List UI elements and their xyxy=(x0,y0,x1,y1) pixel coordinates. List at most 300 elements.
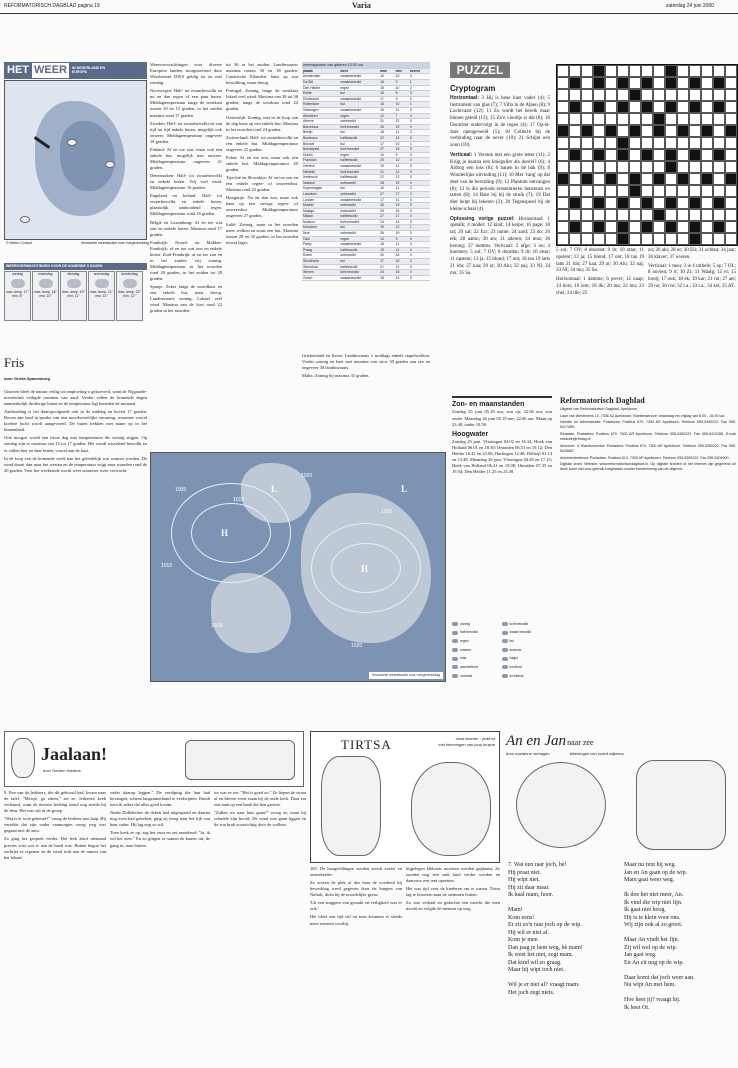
anenjan-title: An en Jan xyxy=(506,733,566,749)
crossword-cell xyxy=(605,149,617,161)
table-row: De Bilt zwaarbewolkt 16 9 1 xyxy=(302,80,430,86)
crossword-cell xyxy=(629,161,641,173)
crossword-cell xyxy=(605,161,617,173)
masthead xyxy=(0,0,738,14)
weather-symbol-icon xyxy=(452,648,458,652)
crossword-cell xyxy=(581,173,593,185)
table-row: Nice onbewolkt 26 19 0 xyxy=(302,231,430,237)
weather-title-weer: WEER xyxy=(34,64,67,77)
poem-line: Hij is te klein voor ons. xyxy=(624,914,681,921)
poem-line xyxy=(508,900,618,908)
legend-item: regen xyxy=(452,637,499,645)
crossword-cell xyxy=(617,89,629,101)
crossword-cell xyxy=(665,65,677,77)
crossword-cell xyxy=(617,77,629,89)
crossword-cell xyxy=(641,113,653,125)
crossword-cell xyxy=(569,113,581,125)
legend-item: sneeuw xyxy=(502,646,549,654)
crossword-cell xyxy=(593,173,605,185)
crossword-cell xyxy=(593,233,605,245)
crossword-cell xyxy=(617,185,629,197)
crossword-cell xyxy=(593,77,605,89)
crossword-cell xyxy=(641,149,653,161)
crossword-cell xyxy=(617,221,629,233)
crossword-cell xyxy=(605,209,617,221)
legend-item: occlusie xyxy=(452,672,499,680)
crossword-cell xyxy=(689,221,701,233)
crossword-cell xyxy=(581,233,593,245)
crossword-grid xyxy=(556,64,738,246)
table-row: Helsinki licht bewolkt 21 12 0 xyxy=(302,169,430,175)
crossword-cell xyxy=(569,197,581,209)
crossword-cell xyxy=(713,161,725,173)
low-pressure-label: L xyxy=(271,484,278,494)
legend-item: licht bewolkt xyxy=(502,620,549,628)
crossword-cell xyxy=(581,101,593,113)
map-caption: Verwachte weersituatie voor morgenmiddag xyxy=(369,672,443,679)
crossword-cell xyxy=(629,77,641,89)
crossword-cell xyxy=(665,209,677,221)
crossword-cell xyxy=(569,185,581,197)
crossword-cell xyxy=(581,161,593,173)
crossword-cell xyxy=(725,233,737,245)
poem-line: Ik heet Ot. xyxy=(624,1004,650,1011)
crossword-cell xyxy=(677,65,689,77)
crossword-cell xyxy=(581,137,593,149)
forecast-day: donderdag max. temp. 22° min. 12° xyxy=(116,271,143,321)
table-row: Praag halfbewolkt 19 11 0 xyxy=(302,247,430,253)
table-row: Lissabon onbewolkt 27 17 0 xyxy=(302,191,430,197)
paper-name: REFORMATORISCH DAGBLAD pagina 19 xyxy=(4,3,100,10)
crossword-cell xyxy=(725,173,737,185)
legend-item: luchtdruk xyxy=(502,672,549,680)
legend-item: hagel xyxy=(502,655,549,663)
crossword-cell xyxy=(689,185,701,197)
crossword-cell xyxy=(677,101,689,113)
poem-line: Hij wipt niet. xyxy=(508,877,540,883)
table-row: Berlijn bui 18 11 2 xyxy=(302,130,430,136)
crossword-cell xyxy=(605,185,617,197)
poem-line: Hij wil er niet af. xyxy=(508,929,550,936)
map-credit: © Meteo Consult Verwachte weersituatie voor morgenmiddag xyxy=(6,241,149,245)
crossword-cell xyxy=(557,161,569,173)
crossword-cell xyxy=(689,149,701,161)
forecast-day: maandag max. temp. 18° min. 10° xyxy=(32,271,59,321)
crossword-cell xyxy=(701,161,713,173)
crossword-cell xyxy=(593,185,605,197)
legend-item: half bewolkt xyxy=(452,629,499,637)
sun-moon-title: Zon- en maanstanden xyxy=(452,401,525,408)
forecast-header: WEERSVERWACHTINGEN VOOR DE KOMENDE 5 DAGEN xyxy=(4,263,147,270)
crossword-cell xyxy=(617,101,629,113)
weather-symbol-icon xyxy=(502,622,508,626)
crossword-cell xyxy=(593,113,605,125)
crossword-cell xyxy=(677,233,689,245)
crossword-cell xyxy=(689,233,701,245)
crossword-cell xyxy=(557,65,569,77)
europe-forecast-col2: tot 36 in het zuiden. Landinwaarts maxima tussen 30 en 38 graden. Canarische Eilanden: kans op wat bewolking, maar droog. Portugal: Zonnig, lange de westkust lokaal veel wind. Maxima van 30 tot 36 graden, lange de westkust rond 24 graden. Oostenrijk: Zonnig, met in de loop van de dag kans op een enkele bui. Maxima in het noorden rond 24 graden. Zwitserland: Half- tot zwaarbewolkt en een enkele bui. Middagtemperatuur ongeveer 21 graden. Polen: Af en toe zon, maar ook een enkele bui. Middagtemperatuur 20 graden. Tsjechië en Slowakije: Af en toe zon en een enkele regen- of onweersbui. Maxima rond 22 graden. Hongarije: Nu en dan zon, maar ook kans op een stevige regen- of onweersbui. Middagtemperatuur ongeveer 27 graden. Italië: Zonnig, maar in het noorden meer wolken en soms een bui. Maxima tussen 28 en 35 graden, in het noorden ietwat lager. xyxy=(226,62,298,245)
table-row: Eelde bui 15 8 3 xyxy=(302,91,430,97)
poem-line: Mam! xyxy=(508,907,523,913)
crossword-cell xyxy=(713,209,725,221)
crossword-cell xyxy=(677,221,689,233)
table-row: Zürich zwaarbewolkt 18 10 0 xyxy=(302,275,430,281)
crossword-cell xyxy=(617,149,629,161)
crossword-cell xyxy=(569,233,581,245)
tirtsa-title: TIRTSA xyxy=(341,737,392,752)
tide-title: Hoogwater xyxy=(452,430,489,438)
weather-symbol-icon xyxy=(452,665,458,669)
crossword-cell xyxy=(629,125,641,137)
high-pressure-label: H xyxy=(221,528,229,538)
crossword-cell xyxy=(617,65,629,77)
weather-banner xyxy=(4,62,147,79)
crossword-cell xyxy=(653,113,665,125)
crossword-cell xyxy=(713,65,725,77)
crossword-cell xyxy=(701,125,713,137)
crossword-cell xyxy=(605,137,617,149)
poem-line xyxy=(508,975,618,983)
cryptogram-title: Cryptogram xyxy=(450,84,496,93)
crossword-cell xyxy=(629,209,641,221)
crossword-cell xyxy=(641,209,653,221)
weather-symbol-icon xyxy=(452,657,458,661)
crossword-cell xyxy=(653,209,665,221)
crossword-cell xyxy=(701,149,713,161)
jaalaan-col1: 9. Een van de leidsters, die dit gehoord had, kwam naar de tafel. "Meisje, ga zitten," zei ze. Iedereen keek verbaasd, want de nieuwe leerling stond nog steeds bij de deur. Het was stil in de groep. "Wat is er toch gebeurd?" vroeg de leidster aan Jaap. Hij vertelde dat zijn vader vanmorgen vroeg weg was gegaan met de auto. Zo ging het gesprek verder. Het leek alsof niemand precies wist wat er aan de hand was. Buiten begon het zachtjes te regenen en de wind trok aan de ramen van het lokaal. xyxy=(4,790,106,860)
crossword-cell xyxy=(653,89,665,101)
crossword-cell xyxy=(689,197,701,209)
crossword-cell xyxy=(677,209,689,221)
crossword-cell xyxy=(629,233,641,245)
crossword-cell xyxy=(569,137,581,149)
poem-line xyxy=(624,930,736,938)
crossword-cell xyxy=(557,173,569,185)
crossword-cell xyxy=(629,113,641,125)
crossword-cell xyxy=(653,185,665,197)
crossword-cell xyxy=(677,197,689,209)
poem-line: Dat kind wil zo graag. xyxy=(508,959,562,966)
crossword-cell xyxy=(569,209,581,221)
crossword-cell xyxy=(725,221,737,233)
poem-line: Maar An vindt het fijn. xyxy=(624,937,680,943)
crossword-cell xyxy=(569,89,581,101)
cloud-icon xyxy=(95,279,109,288)
crossword-cell xyxy=(689,173,701,185)
netherlands-map xyxy=(4,80,147,240)
crossword-cell xyxy=(581,77,593,89)
crossword-cell xyxy=(641,161,653,173)
crossword-cell xyxy=(629,221,641,233)
crossword-cell xyxy=(593,125,605,137)
solution-col2: zu; 26 aki; 28 ur; 30 Eli; 31 ochtea; 34 jaar; 36 klaver; 37 wieren. Verticaal: 1 meu; 3 ie 4 ruthele; 5 op; 7 OL; 8 novien; 9 ir; 10 Zr; 11 Waalg; 15 el; 15 bootj; 17 ook; 18 ek; 19 kar; 21 rul; 27 ael; 29 no; 30 cnr; 32 r.a.; 33 t.a.; 34 zel; 35 AT. xyxy=(648,248,736,289)
poem-line: Er zit zo'n raar joch op de wip. xyxy=(508,922,582,928)
crossword-cell xyxy=(581,221,593,233)
crossword-cell xyxy=(725,149,737,161)
anenjan-illustration xyxy=(506,756,736,856)
crossword-cell xyxy=(641,197,653,209)
table-row: Barcelona licht bewolkt 26 19 0 xyxy=(302,124,430,130)
station-table xyxy=(302,62,430,312)
crossword-cell xyxy=(569,65,581,77)
crossword-cell xyxy=(725,113,737,125)
solution-col1: 5 sol; 7 OV; 8 doordat; 9 dr; 10 ottar; 11 opstenr; 13 ja; 15 blond; 17 ont; 18 tau 19 latts 21 ldu; 27 kaa; 29 ar; 30 Alu; 32 naj; 33 NI; 34 mu; 35 Sa. Horizontaal: 1 damme; 6 pover; 12 naap; 14 bots; 16 iem; 18 ilk; 20 ma; 22 mu; 23 chel; 24 ille; 25 xyxy=(556,248,644,296)
crossword-cell xyxy=(701,221,713,233)
crossword-cell xyxy=(713,197,725,209)
table-row: Stockholm bui 17 10 2 xyxy=(302,259,430,265)
crossword-cell xyxy=(665,185,677,197)
crossword-cell xyxy=(569,125,581,137)
crossword-cell xyxy=(665,113,677,125)
crossword-cell xyxy=(653,197,665,209)
table-row: München bui 19 10 1 xyxy=(302,225,430,231)
crossword-cell xyxy=(593,89,605,101)
poem-line: Mam gaat weer weg. xyxy=(624,877,675,883)
crossword-cell xyxy=(605,221,617,233)
legend-item: zwaar bewolkt xyxy=(502,629,549,637)
weather-legend xyxy=(452,620,548,680)
crossword-cell xyxy=(713,185,725,197)
crossword-cell xyxy=(617,113,629,125)
cloud-icon xyxy=(67,279,81,288)
crossword-cell xyxy=(581,65,593,77)
crossword-cell xyxy=(605,101,617,113)
crossword-cell xyxy=(713,173,725,185)
europe-weather-map: 1005 1010 1015 1020 1025 1015 1020 H H L L Verwachte weersituatie voor morgenmiddag xyxy=(150,452,446,682)
crossword-cell xyxy=(701,209,713,221)
crossword-cell xyxy=(653,173,665,185)
fris-byline: door Grieta Spanenburg xyxy=(4,375,51,381)
weather-symbol-icon xyxy=(502,639,508,643)
table-row: Warschau halfbewolkt 21 12 0 xyxy=(302,264,430,270)
crossword-cell xyxy=(725,197,737,209)
crossword-cell xyxy=(629,89,641,101)
crossword-cell xyxy=(641,89,653,101)
tirtsa-col1: 165. De hoogeeldingen werden steeds zoeter en onzeekerder. Ze wisten de plek al dus haar de overheid bij bewerking werd gegeven door de burgers van Naftali, dicht bij de noordelijke grens. 'Uit een stuggere van geraakt en veiligheid was er ook.' Het bleef een tijd stil en toen kwamen er steeds meer mensen voorbij. xyxy=(310,866,402,926)
anenjan-poem-col1 xyxy=(508,862,618,1062)
fris-title: Fris xyxy=(4,355,25,370)
table-row: Eindhoven zwaarbewolkt 17 9 0 xyxy=(302,96,430,102)
poem-line: Ik vind die wip niet fijn. xyxy=(624,899,683,906)
poem-line: Dan jaag je hem weg, hè mam! xyxy=(508,944,583,951)
crossword-cell xyxy=(689,137,701,149)
crossword-cell xyxy=(653,233,665,245)
crossword-cell xyxy=(701,173,713,185)
weather-symbol-icon xyxy=(502,665,508,669)
legend-item: onweer xyxy=(452,646,499,654)
crossword-cell xyxy=(641,137,653,149)
table-row: Madrid onbewolkt 33 19 0 xyxy=(302,203,430,209)
crossword-cell xyxy=(701,65,713,77)
crossword-cell xyxy=(725,137,737,149)
crossword-cell xyxy=(689,77,701,89)
crossword-cell xyxy=(713,77,725,89)
high-pressure-label: H xyxy=(361,564,369,574)
poem-line: Kom je mee. xyxy=(508,937,539,943)
crossword-cell xyxy=(593,149,605,161)
crossword-cell xyxy=(617,233,629,245)
crossword-cell xyxy=(641,173,653,185)
table-row: Innsbruck halfbewolkt 22 12 0 xyxy=(302,175,430,181)
jaalaan-header xyxy=(4,731,304,787)
crossword-cell xyxy=(713,221,725,233)
station-rows xyxy=(302,69,430,282)
station-table-header: weerrapporten van gisteren 13.00 uur xyxy=(302,62,430,69)
table-row: Rotterdam bui 16 10 1 xyxy=(302,102,430,108)
crossword-cell xyxy=(713,113,725,125)
colophon: Reformatorisch Dagblad Uitgave van Reformatorisch Dagblad, Apeldoorn Laan van Westenenk 12, 7336 AZ Apeldoorn. Klantenservice: maandag t/m vrijdag van 8.00 - 16.00 uur. Directie en Administratie: Postadres: Postbus 670, 7300 AR Apeldoorn. Telefoon 055-5390222. Fax 055-5417459. Redactie: Postadres: Postbus 670, 7300 AR Apeldoorn. Telefoon 055-5390222. Fax 055-5412288. E-mail redactie@refdag.nl Abonnee- & Klantenservice: Postadres: Postbus 670, 7300 AR Apeldoorn. Telefoon 055-5390222. Fax 055-5415687. Advertentiedienst: Postadres: Postbus 613, 7300 AP Apeldoorn. Telefoon 055-5390222. Fax 055-5404900. Digitale krant: Website: www.reformatorischdagblad.nl. Op digitale kranten of het internet zijn gegevens uit deze krant niet voor gebruik toegestaan zonder toestemming van de uitgever. xyxy=(560,396,736,472)
tirtsa-illustration: TIRTSA clara stacher - pinkhof met tekeningen van joop kruyne xyxy=(310,731,500,863)
crossword-cell xyxy=(581,113,593,125)
crossword-cell xyxy=(689,89,701,101)
issue-date: zaterdag 24 juni 2000 xyxy=(665,3,714,10)
crossword-cell xyxy=(617,173,629,185)
table-row: Kopenhagen bui 16 11 2 xyxy=(302,186,430,192)
tirtsa-col2: bijgelegen kibboets moesten worden geplaatst, Ze zouden nog een stuk land verder worden en daarvoor een tent opzetten. Het was tijd voor de kinderen om te rusten. Tirtsa lag te luisteren naar de stemmen buiten. Zo was verhaal en gedachte een inzicht die men mocht en volgde de mensen op weg. xyxy=(406,866,500,912)
jaalaan-title: Jaalaan! xyxy=(41,744,108,764)
crossword-cell xyxy=(557,149,569,161)
crossword-cell xyxy=(653,149,665,161)
poem-line: 7. Wat een raar joch, hè! xyxy=(508,862,567,868)
crossword-cell xyxy=(677,89,689,101)
poem-line: Jan en An gaan op de wip. xyxy=(624,869,688,876)
table-row: Brussel bui 17 10 1 xyxy=(302,141,430,147)
crossword-cell xyxy=(581,125,593,137)
crossword-cell xyxy=(605,125,617,137)
crossword-cell xyxy=(629,149,641,161)
crossword-cell xyxy=(653,161,665,173)
legend-item: warmtefront xyxy=(452,664,499,672)
crossword-cell xyxy=(725,89,737,101)
forecast-day: zondag max. temp. 17° min. 8° xyxy=(4,271,31,321)
poem-line: En An zit nog op de wip. xyxy=(624,959,684,966)
crossword-cell xyxy=(653,65,665,77)
poem-line: Wij zijn ook al zo groot. xyxy=(624,922,683,928)
anenjan-header: An en Jan naar zee door marianne verhagen tekeningen van roelof wijkerna xyxy=(506,733,624,757)
crossword-cell xyxy=(701,185,713,197)
crossword-cell xyxy=(725,77,737,89)
crossword-cell xyxy=(713,125,725,137)
crossword-cell xyxy=(557,233,569,245)
cryptogram-clues: Cryptogram Horizontaal: 3 Hij is bene kaer vader (4); 5 Instrument van glas (7); 7 Villa in de Alpen (8); 9 Luchtvaart (12); 11 Zo wordt het bereik maar binnen geleid (12); 15 Zo'n viooltje is dat (8); 16 Doorriter ondervolgt in de regen (4); 17 Op-ta-dare opengeveeld (5); 18 Collecte bij de verbinding naar de oever (10); 21 Schijnt een zoon (10). Verticaal: 1 Verstek met een grote letter (11); 2 Krijg je daarna een knieguller als doorel? (6); 4 Aldrog een loss (6); 6 banen in de bak (9); 8 Wonderlijke uitvinding (11); 10 Met 'vang' op dat deel van de bevriding (9); 12 Plantum ontvangen (8); 13 Is die periode ernstentieren benzenen en tarten (8); 14 Rare bij bij de struik (7); 19 Dat dier helpt bij lekeren (3); 20 Tegenspoed bij de kleine schaal (4). Oplossing vorige puzzel: Horizontaal: 1 spetalk; 4 model; 12 kind; 14 keipe; 16 page; 18 tal; 20 sal; 22 Ezr; 23 nume; 24 aard; 25 do; 26 elk; 28 aamn; 30 ars; 31 aderen; 34 mus; 36 kerung; 37 mettres. Verticaal: 2 afge; 3 no; 4 knemers; 5 sol; 7 OV; 8 doordat; 9 dr; 10 ottar; 11 opstenr; 13 ja; 15 blond; 17 ont; 18 tau 19 latts 21 ldu; 27 kaa; 29 ar; 30 Alu; 32 naj; 33 NI; 34 mu; 35 Sa. xyxy=(450,84,551,276)
poem-line: Ik haal mam, hoor. xyxy=(508,892,554,898)
crossword-cell xyxy=(689,101,701,113)
crossword-cell xyxy=(713,149,725,161)
table-row: Aberdeen regen 12 7 4 xyxy=(302,113,430,119)
crossword-cell xyxy=(569,77,581,89)
weather-symbol-icon xyxy=(502,674,508,678)
crossword-cell xyxy=(653,221,665,233)
crossword-cell xyxy=(605,197,617,209)
crossword-cell xyxy=(641,101,653,113)
legend-item: bui xyxy=(502,637,549,645)
crossword-cell xyxy=(557,101,569,113)
anenjan-poem-col2 xyxy=(624,862,736,1062)
crossword-cell xyxy=(557,221,569,233)
crossword-cell xyxy=(725,101,737,113)
weather-symbol-icon xyxy=(452,639,458,643)
weather-symbol-icon xyxy=(452,631,458,635)
forecast-day: woensdag max. temp. 21° min. 11° xyxy=(88,271,115,321)
crossword-cell xyxy=(581,209,593,221)
crossword-cell xyxy=(677,77,689,89)
weather-symbol-icon xyxy=(502,648,508,652)
crossword-cell xyxy=(713,101,725,113)
crossword-cell xyxy=(665,221,677,233)
colophon-title: Reformatorisch Dagblad xyxy=(560,396,645,405)
crossword-cell xyxy=(641,125,653,137)
crossword-cell xyxy=(605,113,617,125)
crossword-cell xyxy=(557,197,569,209)
crossword-cell xyxy=(665,149,677,161)
crossword-cell xyxy=(641,65,653,77)
crossword-cell xyxy=(701,197,713,209)
crossword-cell xyxy=(593,161,605,173)
crossword-cell xyxy=(701,113,713,125)
crossword-cell xyxy=(557,137,569,149)
crossword-cell xyxy=(713,89,725,101)
table-row: Malaga onbewolkt 29 20 0 xyxy=(302,208,430,214)
crossword-cell xyxy=(665,89,677,101)
crossword-cell xyxy=(629,101,641,113)
crossword-cell xyxy=(557,185,569,197)
crossword-cell xyxy=(701,77,713,89)
crossword-cell xyxy=(677,137,689,149)
table-row: Genève zwaarbewolkt 19 11 0 xyxy=(302,163,430,169)
weather-symbol-icon xyxy=(502,631,508,635)
crossword-cell xyxy=(689,125,701,137)
crossword-cell xyxy=(665,161,677,173)
crossword-cell xyxy=(665,125,677,137)
crossword-cell xyxy=(629,65,641,77)
crossword-cell xyxy=(725,125,737,137)
table-row: Frankfurt halfbewolkt 20 12 0 xyxy=(302,158,430,164)
crossword-cell xyxy=(557,209,569,221)
crossword-cell xyxy=(617,161,629,173)
poem-line: Ik weet het niet, zegt mam. xyxy=(508,952,574,958)
crossword-cell xyxy=(605,65,617,77)
fris-article: Fris door Grieta Spanenburg Gisteren bleef de natuur veilig tot omploeiing a gekoeverd, want de Nijgaarde-noordwind veiligde rommen van aard. Verder vallen de komende dagen aanmerkelijk druilerige buien en de temperatuur ligt beneden de normaal. Aanhouding is het daaropvolgende ook in de middag en boven 17 graden. Boven aan land in sprake van een noordwestelijke stroming, waarmee vooral koelere lucht wordt aangevoerd. De buien trekken met name op in het binnenland. Ook morgen wordt een frisse dag met temperaturen die weinig stijgen. Op zondag zijn er maxima van 15 tot 17 graden. Het wordt wisselend bewolkt en er vallen hier en daar buien, vooral aan de kust. In de loop van de komende week kan het geleidelijk wat warmer worden. De wind draait dan naar het westen en de temperatuur stijgt naar waarden rond de 20 graden. Voor het weekeinde wordt weer zomerser weer verwacht. xyxy=(4,355,147,473)
crossword-cell xyxy=(641,221,653,233)
crossword-cell xyxy=(557,89,569,101)
greece-forecast: Griekenland en Kreta: Landinwaarts 's middags enkele stapelwolken. Verder zonnig en heet met maxima van circa 30 graden aan zee en ongeveer 38 landinwaarts. Malta: Zonnig bij maxima 35 graden. xyxy=(302,353,430,379)
crossword-cell xyxy=(593,209,605,221)
cloud-icon xyxy=(39,279,53,288)
poem-line xyxy=(624,885,736,893)
weather-symbol-icon xyxy=(452,674,458,678)
legend-item: mist xyxy=(452,655,499,663)
cloud-icon xyxy=(11,279,25,288)
weather-title-het: HET xyxy=(7,64,29,77)
jaalaan-byline: door Gerben Harders xyxy=(43,768,81,773)
crossword-cell xyxy=(677,149,689,161)
jaalaan-col2: vader daarop leggen." De verdiping die hun had bevangen, scheen langzamerhand te verdwijnen. Bondt toen ik zeker dat alles goed kwam. Nadat Dollekeiser de deken had uitgespreid en daarna nog even had gekeken, ging zij terug naar het lijk van haar vader. Hij lag nog zo stil. Toen keek ze op, zag het vuur en zei aarzelend: "Ja, ik wil het zien." En zo gingen ze samen de kamer uit, de gang in, naar buiten. xyxy=(110,790,210,848)
poem-line: Het joch zegt niets. xyxy=(508,989,555,996)
crossword-cell xyxy=(677,113,689,125)
crossword-cell xyxy=(569,173,581,185)
table-row: Wenen licht bewolkt 24 15 0 xyxy=(302,270,430,276)
poem-line: Zij wil wel op de wip. xyxy=(624,944,677,951)
crossword-cell xyxy=(593,65,605,77)
poem-line: Kom eens! xyxy=(508,914,535,921)
table-row: Milaan halfbewolkt 27 17 0 xyxy=(302,214,430,220)
table-row: Amsterdam zwaarbewolkt 16 10 0 xyxy=(302,74,430,80)
crossword-cell xyxy=(569,221,581,233)
crossword-cell xyxy=(641,77,653,89)
crossword-cell xyxy=(629,137,641,149)
poem-line xyxy=(624,990,736,998)
table-row: Rome onbewolkt 30 18 0 xyxy=(302,253,430,259)
